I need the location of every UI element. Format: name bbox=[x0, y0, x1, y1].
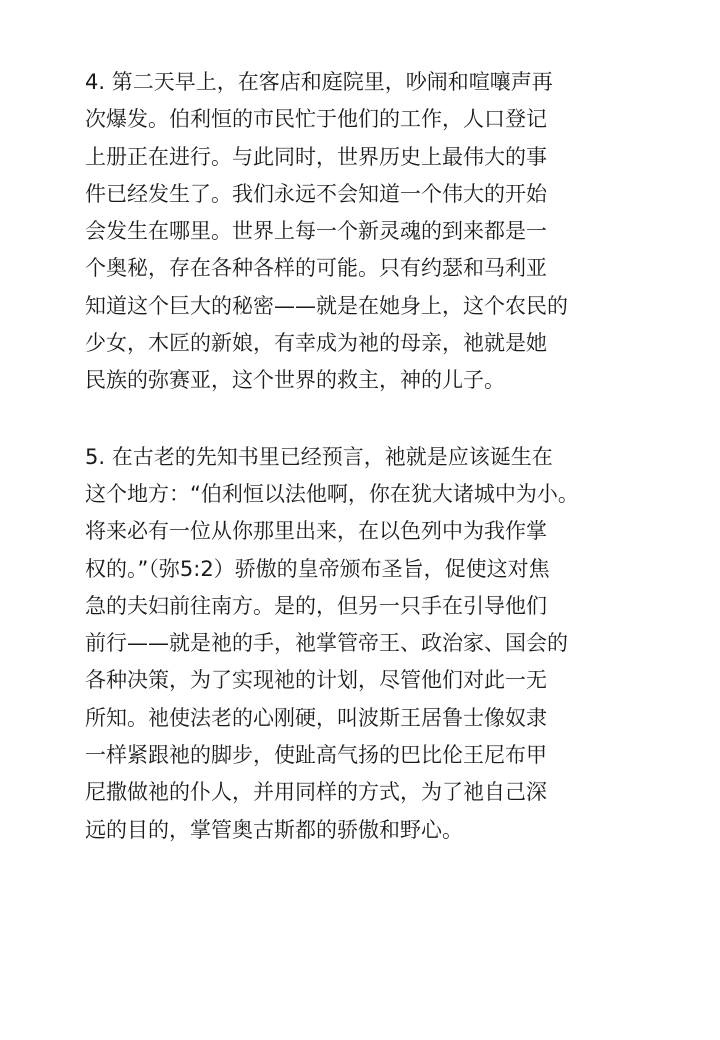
paragraph-4 bbox=[85, 64, 665, 400]
text-line: 急的夫妇前往南方。是的，但另一只手在引导他们 bbox=[85, 593, 547, 618]
text-line: 民族的弥赛亚，这个世界的救主，神的儿子。 bbox=[85, 368, 505, 393]
text-line: 上册正在进行。与此同时，世界历史上最伟大的事 bbox=[85, 144, 547, 169]
text-line: 会发生在哪里。世界上每一个新灵魂的到来都是一 bbox=[85, 219, 547, 244]
text-line: 个奥秘，存在各种各样的可能。只有约瑟和马利亚 bbox=[85, 256, 547, 281]
paragraph-5 bbox=[85, 439, 665, 849]
text-line: 权的。”（弥5:2）骄傲的皇帝颁布圣旨，促使这对焦 bbox=[85, 556, 550, 581]
document-page bbox=[85, 64, 665, 849]
text-line: 知道这个巨大的秘密——就是在她身上，这个农民的 bbox=[85, 293, 568, 318]
text-line: 将来必有一位从你那里出来，在以色列中为我作掌 bbox=[85, 519, 547, 544]
text-line: 尼撒做祂的仆人，并用同样的方式，为了祂自己深 bbox=[85, 780, 547, 805]
text-line: 次爆发。伯利恒的市民忙于他们的工作，人口登记 bbox=[85, 107, 547, 132]
text-line: 远的目的，掌管奥古斯都的骄傲和野心。 bbox=[85, 817, 463, 842]
text-line: 前行——就是祂的手，祂掌管帝王、政治家、国会的 bbox=[85, 631, 568, 656]
text-line: 件已经发生了。我们永远不会知道一个伟大的开始 bbox=[85, 181, 547, 206]
text-line: 所知。祂使法老的心刚硬，叫波斯王居鲁士像奴隶 bbox=[85, 705, 547, 730]
text-line: 少女，木匠的新娘，有幸成为祂的母亲，祂就是她 bbox=[85, 331, 547, 356]
text-line: 各种决策，为了实现祂的计划，尽管他们对此一无 bbox=[85, 668, 547, 693]
paragraph-spacer bbox=[85, 400, 665, 439]
text-line: 5. 在古老的先知书里已经预言，祂就是应该诞生在 bbox=[85, 444, 553, 469]
text-line: 这个地方：“伯利恒以法他啊，你在犹大诸城中为小。 bbox=[85, 481, 579, 506]
text-line: 一样紧跟祂的脚步，使趾高气扬的巴比伦王尼布甲 bbox=[85, 743, 547, 768]
text-line: 4. 第二天早上，在客店和庭院里，吵闹和喧嚷声再 bbox=[85, 70, 553, 94]
